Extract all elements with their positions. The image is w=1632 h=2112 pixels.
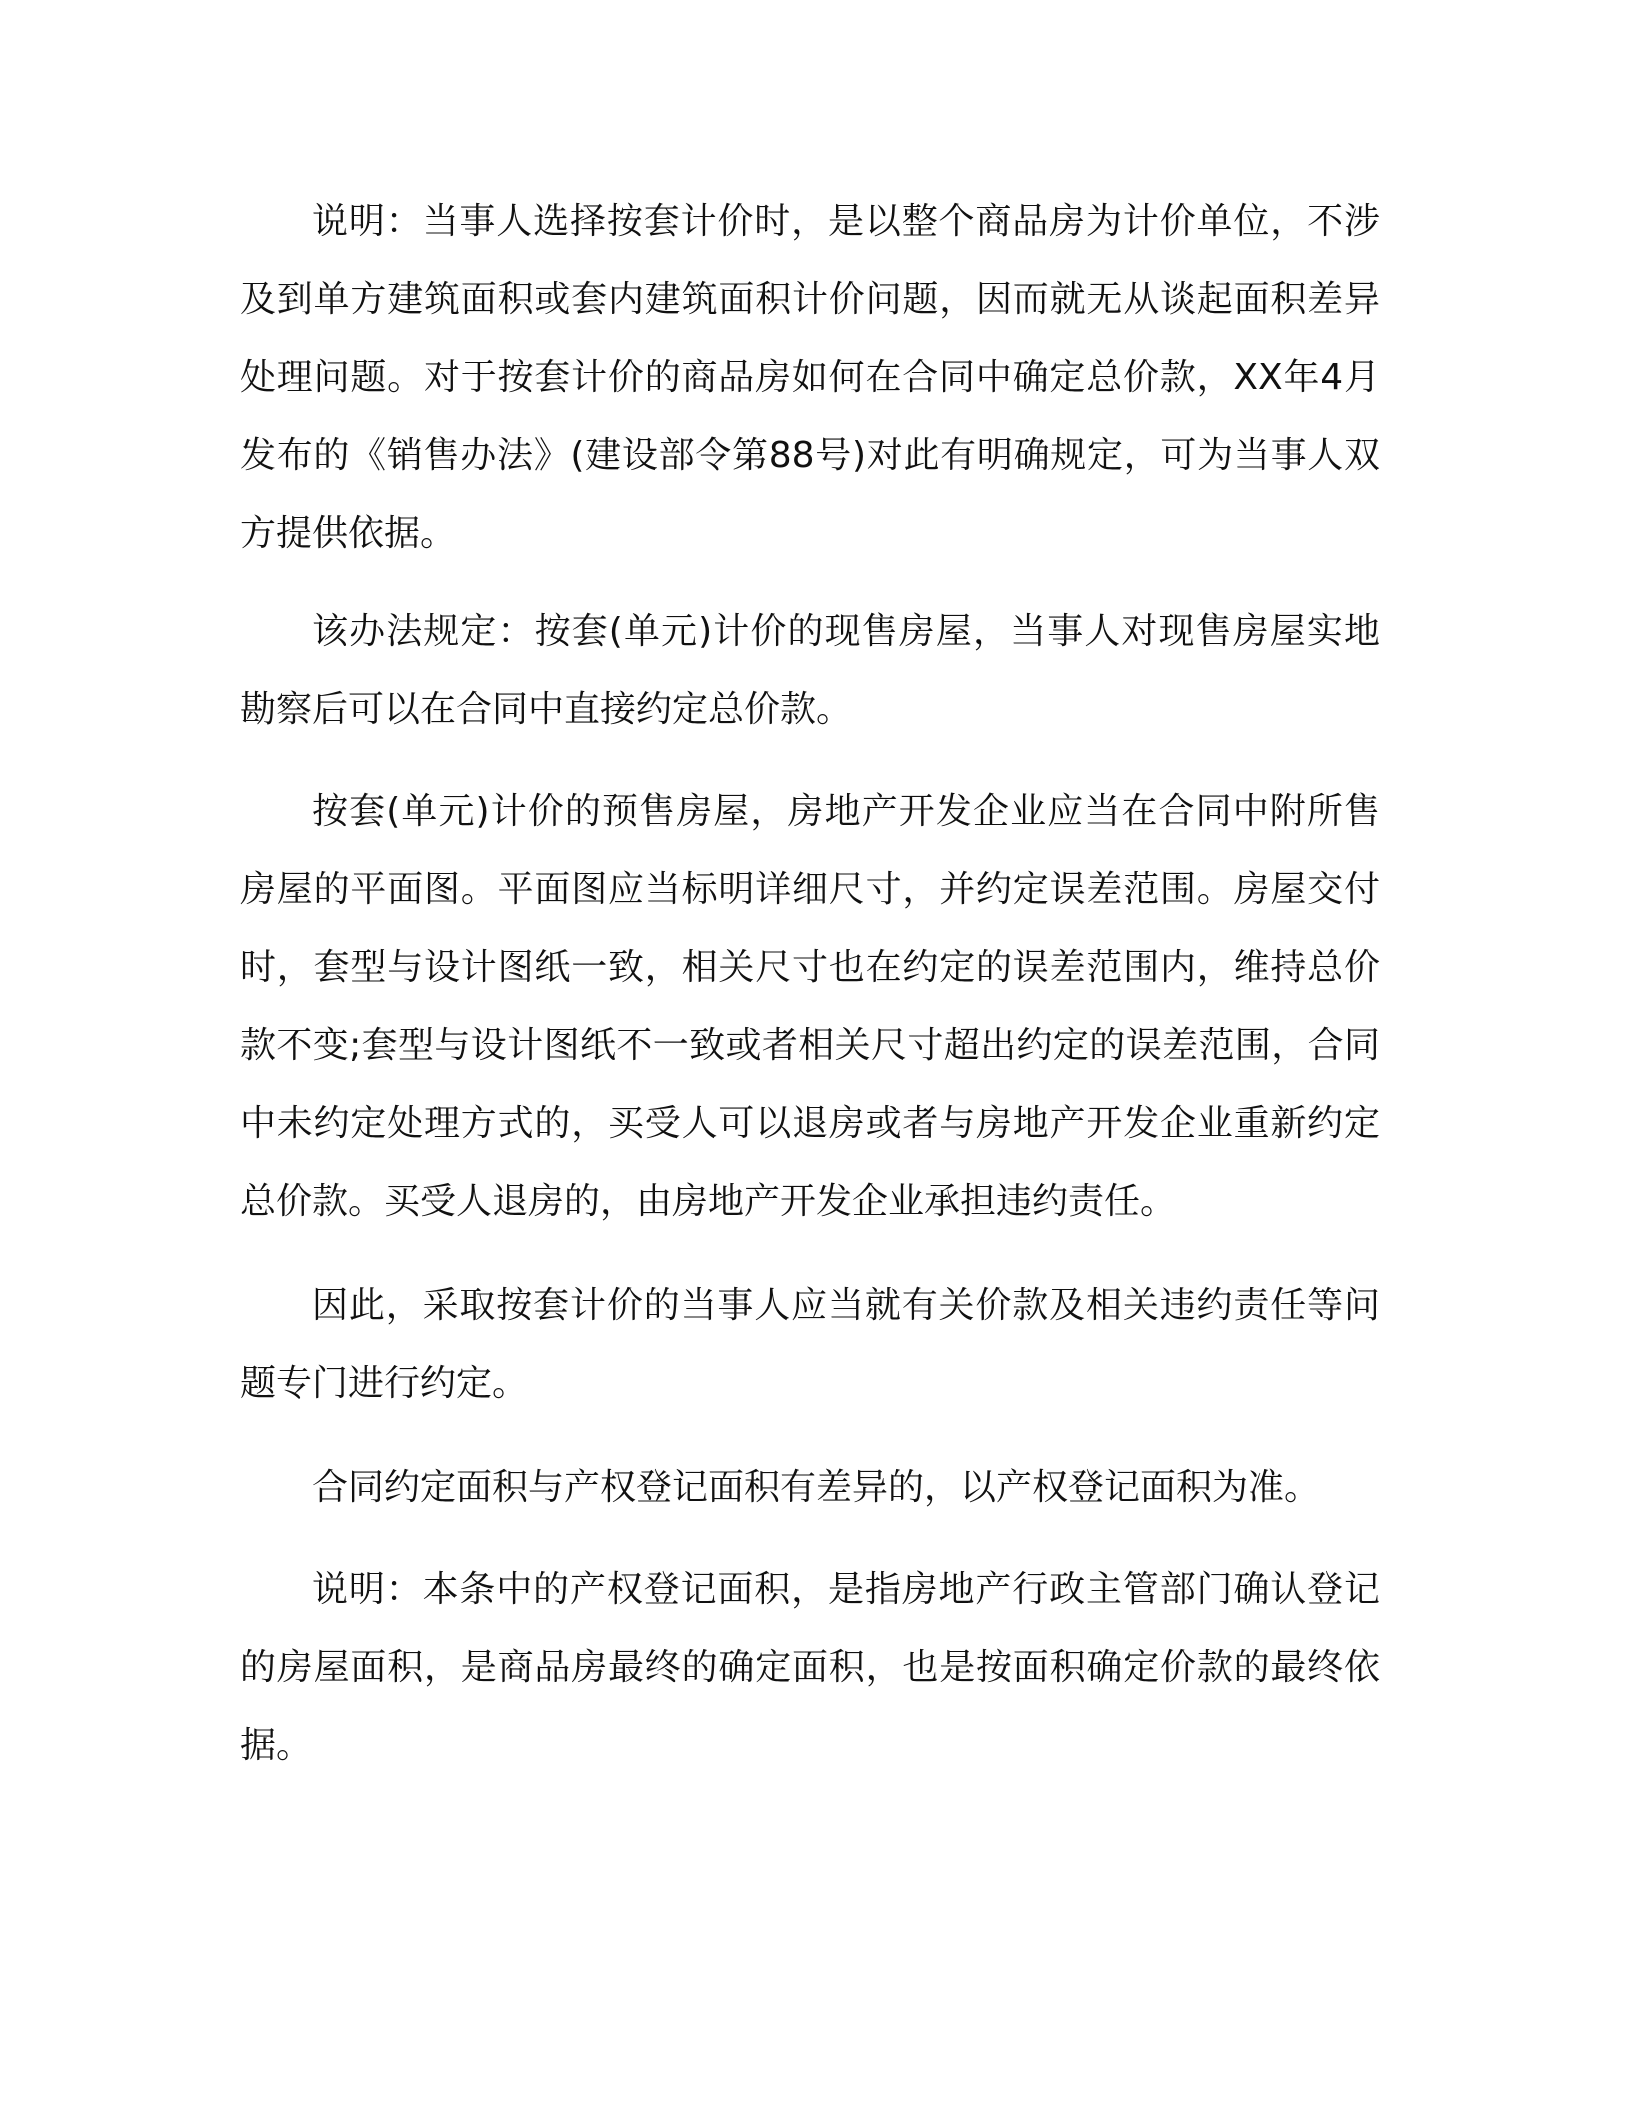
paragraph-explanation-registered-area: 说明：本条中的产权登记面积，是指房地产行政主管部门确认登记的房屋面积，是商品房最终的确定面积，也是按面积确定价款的最终依据。: [240, 1569, 1380, 1766]
paragraph-explanation-per-unit-pricing: 说明：当事人选择按套计价时，是以整个商品房为计价单位，不涉及到单方建筑面积或套内建筑面积计价问题，因而就无从谈起面积差异处理问题。对于按套计价的商品房如何在合同中确定总价款，XX年4月发布的《销售办法》(建设部令第88号)对此有明确规定，可为当事人双方提供依据。: [240, 201, 1380, 554]
document-body: [240, 183, 1380, 1809]
paragraph-existing-housing-rule: 该办法规定：按套(单元)计价的现售房屋，当事人对现售房屋实地勘察后可以在合同中直接约定总价款。: [240, 611, 1380, 730]
paragraph-conclusion: 因此，采取按套计价的当事人应当就有关价款及相关违约责任等问题专门进行约定。: [240, 1285, 1380, 1404]
paragraph-registered-area-rule: 合同约定面积与产权登记面积有差异的，以产权登记面积为准。: [312, 1467, 1321, 1508]
paragraph-presale-housing-rule: 按套(单元)计价的预售房屋，房地产开发企业应当在合同中附所售房屋的平面图。平面图应当标明详细尺寸，并约定误差范围。房屋交付时，套型与设计图纸一致，相关尺寸也在约定的误差范围内，维持总价款不变;套型与设计图纸不一致或者相关尺寸超出约定的误差范围，合同中未约定处理方式的，买受人可以退房或者与房地产开发企业重新约定总价款。买受人退房的，由房地产开发企业承担违约责任。: [240, 791, 1380, 1222]
